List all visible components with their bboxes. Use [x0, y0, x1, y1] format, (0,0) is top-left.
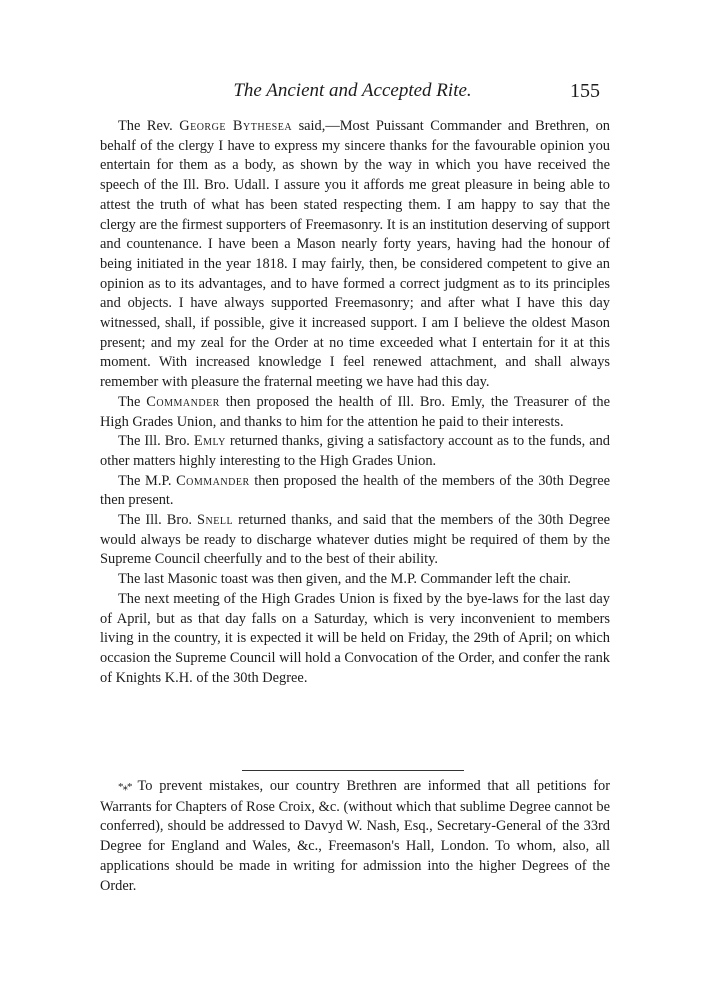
page-header: [105, 80, 600, 106]
speaker-name: Emly: [193, 433, 226, 450]
paragraph-text: returned thanks, and said that the members of the 30th Degree would always be ready to discharge whatever duties might be required of them by the Supreme Council cheerfully and to the best of their ability.: [100, 512, 610, 568]
speaker-name: George Bythesea: [179, 118, 293, 134]
paragraph-text: The Rev.: [118, 118, 180, 134]
speaker-name: Commander: [146, 393, 220, 410]
footnote: [100, 777, 610, 896]
paragraph-text: The M.P.: [118, 472, 177, 489]
running-title: The Ancient and Accepted Rite.: [233, 80, 472, 101]
footnote-text: To prevent mistakes, our country Brethren are informed that all petitions for Warrants for Chapters of Rose Croix, &c. (without which that sublime Degree cannot be conferred), should be addressed to Davyd W. Nash, Esq., Secretary-General of the 33rd Degree for England and Wales, &c., Freemason's Hall, London. To whom, also, all applications should be made in writing for admission into the higher Degrees of the Order.: [100, 778, 610, 894]
paragraph-text: returned thanks, giving a satisfactory account as to the funds, and other matters highly interesting to the High Grades Union.: [100, 433, 610, 469]
paragraph-text: The: [118, 393, 147, 410]
paragraph-bythesea-speech: [100, 117, 610, 393]
paragraph-text: said,—Most Puissant Commander and Brethren, on behalf of the clergy I have to express my sincere thanks for the favourable opinion you entertain for them as a body, as shown by the way in which you have received the speech of the Ill. Bro. Udall. I assure you it affords me great pleasure in being able to attest the truth of what has been stated respecting them. I am happy to say that the clergy are the firmest supporters of Freemasonry. It is an institution deserving of support and countenance. I have been a Mason nearly forty years, having had the honour of being initiated in the year 1818. I may fairly, then, be considered competent to give an opinion as to its advantages, and to have formed a correct judgment as to its principles and objects. I have always supported Freemasonry; and after what I have this day witnessed, shall, if possible, give it increased support. I am I believe the oldest Mason present; and my zeal for the Order at no time exceeded what I entertain for it at this moment. With increased knowledge I feel renewed attachment, and shall always remember with pleasure the fraternal meeting we have had this day.: [100, 118, 610, 391]
footnote-paragraph: [100, 777, 610, 896]
asterism-mark: *⁎*: [118, 781, 132, 793]
body-text: [100, 117, 610, 688]
paragraph-text: then proposed the health of the members of the 30th Degree then present.: [100, 472, 610, 509]
paragraph-text: The last Masonic toast was then given, and the M.P. Commander left the chair.: [118, 571, 571, 588]
paragraph-commander-30th: [100, 472, 610, 511]
paragraph-commander-toast: [100, 393, 610, 432]
page-number: 155: [570, 80, 600, 102]
section-divider: [242, 770, 464, 771]
paragraph-snell-thanks: [100, 511, 610, 570]
paragraph-text: The Ill. Bro.: [118, 433, 194, 450]
paragraph-text: then proposed the health of Ill. Bro. Emly, the Treasurer of the High Grades Union, and thanks to him for the attention he paid to their interests.: [100, 393, 610, 430]
speaker-name: Snell: [197, 512, 234, 529]
paragraph-last-toast: [100, 570, 610, 590]
paragraph-text: The Ill. Bro.: [118, 512, 198, 529]
speaker-name: Commander: [176, 472, 250, 489]
paragraph-emly-thanks: [100, 432, 610, 471]
paragraph-text: The next meeting of the High Grades Union is fixed by the bye-laws for the last day of April, but as that day falls on a Saturday, which is very inconvenient to members living in the country, it is expected it will be held on Friday, the 29th of April; on which occasion the Supreme Council will hold a Convocation of the Order, and confer the rank of Knights K.H. of the 30th Degree.: [100, 590, 610, 686]
paragraph-next-meeting: [100, 590, 610, 689]
